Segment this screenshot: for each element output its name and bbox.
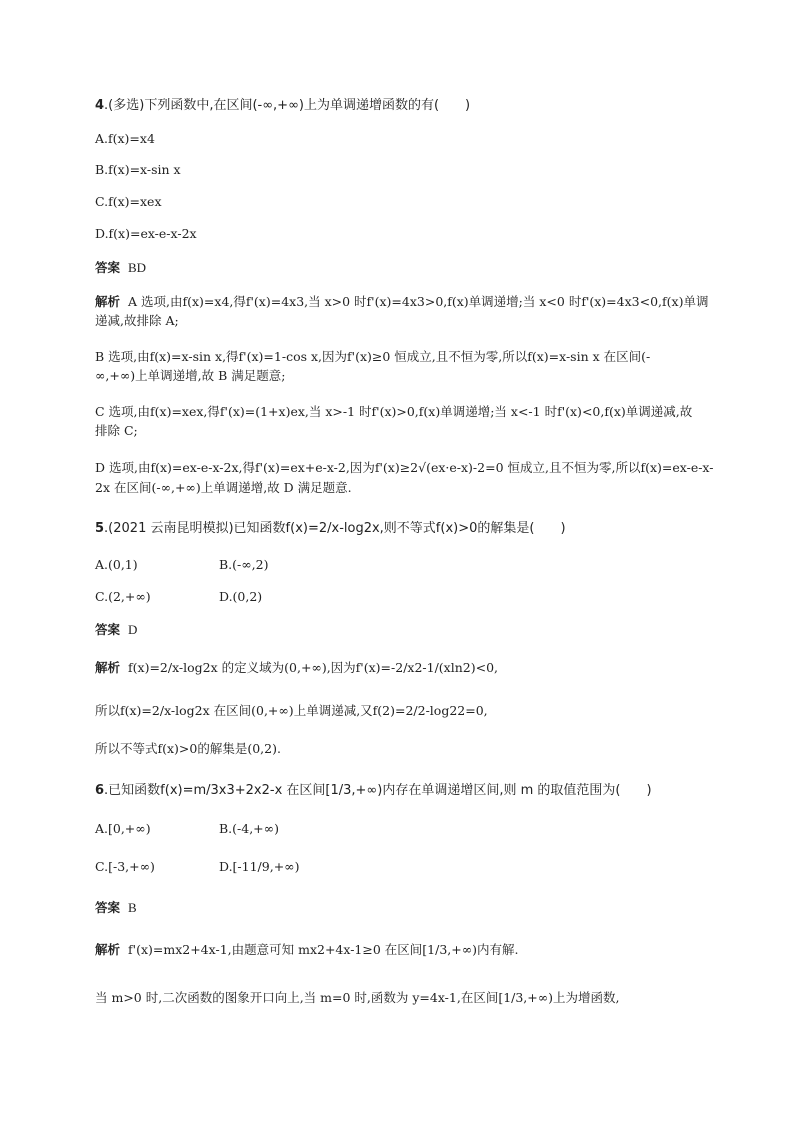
q6-option-a: A.[0,+∞) <box>95 821 151 836</box>
q6-analysis-line-2: 当 m>0 时,二次函数的图象开口向上,当 m=0 时,函数为 y=4x-1,在区间[1/3,+∞)上为增函数, <box>95 990 620 1005</box>
q6-options-row-1 <box>95 821 279 837</box>
q4-number: 4 <box>95 98 105 113</box>
q4-analysis-line-1 <box>95 294 708 310</box>
q5-number: 5 <box>95 521 105 536</box>
q4-answer <box>95 260 146 276</box>
q6-stem-text: .已知函数f(x)=m/3x3+2x2-x 在区间[1/3,+∞)内存在单调递增区间,则 m 的取值范围为( ) <box>104 783 652 798</box>
q6-analysis-line-1 <box>95 942 518 958</box>
analysis-label: 解析 <box>95 294 121 309</box>
answer-label: 答案 <box>95 260 121 275</box>
q6-number: 6 <box>95 783 105 798</box>
q4-option-a: A.f(x)=x4 <box>95 131 155 146</box>
analysis-text: f(x)=2/x-log2x 的定义域为(0,+∞),因为f'(x)=-2/x2-1/(xln2)<0, <box>128 660 498 675</box>
q6-option-b: B.(-4,+∞) <box>219 821 279 836</box>
q6-option-d: D.[-11/9,+∞) <box>219 859 300 874</box>
q5-stem-text: .(2021 云南昆明模拟)已知函数f(x)=2/x-log2x,则不等式f(x)>0的解集是( ) <box>104 521 566 536</box>
q6-option-c: C.[-3,+∞) <box>95 859 155 874</box>
analysis-text: A 选项,由f(x)=x4,得f'(x)=4x3,当 x>0 时f'(x)=4x3>0,f(x)单调递增;当 x<0 时f'(x)=4x3<0,f(x)单调 <box>128 294 709 309</box>
q5-option-b: B.(-∞,2) <box>219 557 269 572</box>
q5-option-a: A.(0,1) <box>95 557 138 572</box>
q4-analysis-line-4: ∞,+∞)上单调递增,故 B 满足题意; <box>95 368 286 383</box>
q4-analysis-line-3: B 选项,由f(x)=x-sin x,得f'(x)=1-cos x,因为f'(x)≥0 恒成立,且不恒为零,所以f(x)=x-sin x 在区间(- <box>95 349 651 364</box>
q4-analysis-line-6: 排除 C; <box>95 423 138 438</box>
answer-value: BD <box>128 260 147 275</box>
q5-options-row-2 <box>95 589 262 605</box>
q4-analysis-line-8: 2x 在区间(-∞,+∞)上单调递增,故 D 满足题意. <box>95 480 352 495</box>
q5-option-d: D.(0,2) <box>219 589 263 604</box>
answer-value: D <box>128 622 138 637</box>
q5-options-row-1 <box>95 557 268 573</box>
q6-options-row-2 <box>95 859 299 875</box>
analysis-text: f'(x)=mx2+4x-1,由题意可知 mx2+4x-1≥0 在区间[1/3,+∞)内有解. <box>128 942 519 957</box>
q5-option-c: C.(2,+∞) <box>95 589 151 604</box>
analysis-label: 解析 <box>95 660 121 675</box>
q5-stem <box>95 521 566 537</box>
answer-label: 答案 <box>95 622 121 637</box>
q4-option-d: D.f(x)=ex-e-x-2x <box>95 226 197 241</box>
q4-analysis-line-7: D 选项,由f(x)=ex-e-x-2x,得f'(x)=ex+e-x-2,因为f'(x)≥2√(ex·e-x)-2=0 恒成立,且不恒为零,所以f(x)=ex-e-x- <box>95 460 714 475</box>
q6-answer <box>95 900 137 916</box>
q4-analysis-line-2: 递减,故排除 A; <box>95 313 179 328</box>
q4-stem <box>95 98 470 114</box>
q4-option-b: B.f(x)=x-sin x <box>95 162 181 177</box>
q5-answer <box>95 622 137 638</box>
q5-analysis-line-2: 所以f(x)=2/x-log2x 在区间(0,+∞)上单调递减,又f(2)=2/2-log22=0, <box>95 703 488 718</box>
q6-stem <box>95 783 652 799</box>
q5-analysis-line-1 <box>95 660 498 676</box>
q5-analysis-line-3: 所以不等式f(x)>0的解集是(0,2). <box>95 741 281 756</box>
answer-label: 答案 <box>95 900 121 915</box>
analysis-label: 解析 <box>95 942 121 957</box>
answer-value: B <box>128 900 137 915</box>
q4-analysis-line-5: C 选项,由f(x)=xex,得f'(x)=(1+x)ex,当 x>-1 时f'(x)>0,f(x)单调递增;当 x<-1 时f'(x)<0,f(x)单调递减,故 <box>95 404 693 419</box>
q4-stem-text: .(多选)下列函数中,在区间(-∞,+∞)上为单调递增函数的有( ) <box>104 98 471 113</box>
q4-option-c: C.f(x)=xex <box>95 194 162 209</box>
